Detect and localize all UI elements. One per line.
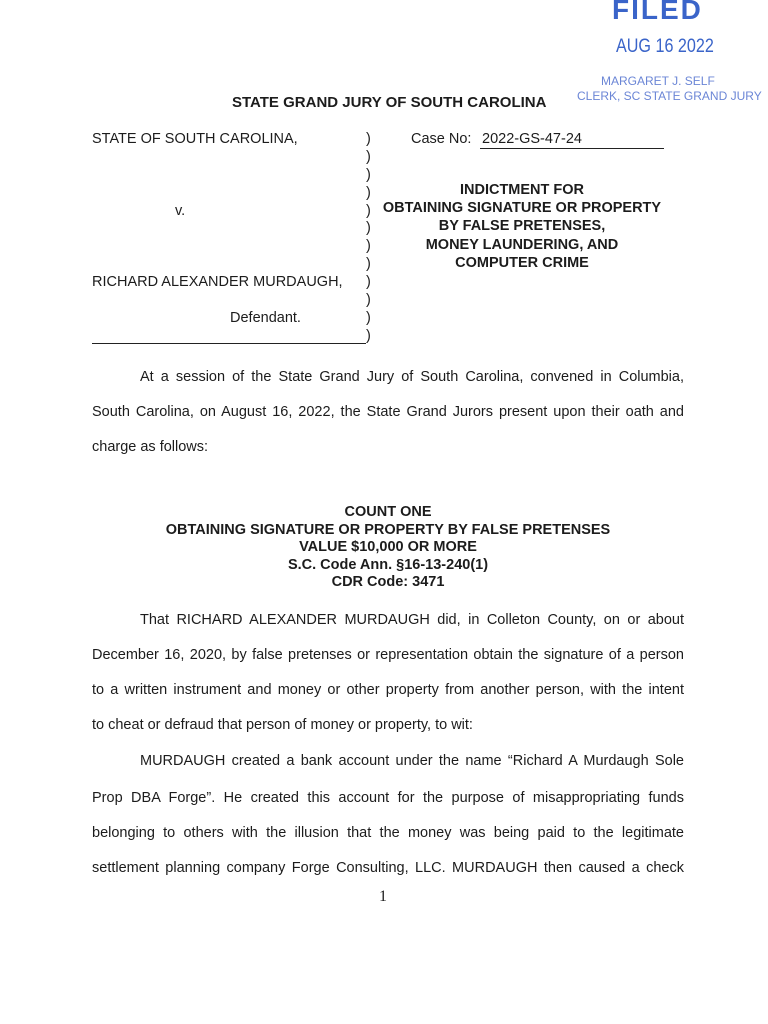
caption-defendant-name: RICHARD ALEXANDER MURDAUGH, [92, 274, 343, 290]
caption-paren: ) [366, 327, 371, 344]
count-heading-line: OBTAINING SIGNATURE OR PROPERTY BY FALSE PRETENSES [165, 521, 611, 538]
count-heading-line: COUNT ONE [344, 504, 432, 520]
filed-stamp-date: AUG 16 2022 [616, 36, 714, 57]
clerk-name: MARGARET J. SELF [601, 74, 715, 88]
court-title: STATE GRAND JURY OF SOUTH CAROLINA [232, 94, 547, 111]
caption-paren: ) [366, 131, 371, 147]
case-number-label: Case No: [411, 131, 472, 147]
indictment-title-line: BY FALSE PRETENSES, [438, 218, 606, 235]
filed-stamp: FILED [612, 0, 703, 25]
case-number-field [480, 131, 664, 149]
count-one-para2-line: Prop DBA Forge”. He created this account for the purpose of misappropriating funds [92, 790, 684, 806]
count-one-para1-line: December 16, 2020, by false pretenses or representation obtain the signature of a person [92, 647, 684, 663]
intro-line: At a session of the State Grand Jury of South Carolina, convened in Columbia, [140, 369, 684, 385]
intro-line: charge as follows: [92, 439, 209, 455]
indictment-title [372, 181, 672, 272]
indictment-title-line: OBTAINING SIGNATURE OR PROPERTY [382, 200, 662, 217]
count-one-para2-line: belonging to others with the illusion that the money was being paid to the legitimate [92, 825, 684, 841]
caption-paren: ) [366, 184, 371, 201]
count-one-para1-line: to a written instrument and money or other property from another person, with the intent [92, 682, 684, 698]
count-one-para1-line: to cheat or defraud that person of money or property, to wit: [92, 717, 473, 733]
indictment-title-line: COMPUTER CRIME [455, 254, 589, 271]
count-one-para2-line: MURDAUGH created a bank account under the name “Richard A Murdaugh Sole [140, 753, 684, 769]
count-one-para2-line: settlement planning company Forge Consulting, LLC. MURDAUGH then caused a check [92, 860, 684, 876]
caption-paren: ) [366, 274, 371, 291]
caption-paren: ) [366, 202, 371, 219]
count-heading-line: CDR Code: 3471 [331, 574, 445, 591]
case-number-value: 2022-GS-47-24 [480, 131, 664, 149]
caption-rule [92, 343, 366, 344]
caption-defendant-label: Defendant. [230, 310, 301, 326]
count-one-para1-line: That RICHARD ALEXANDER MURDAUGH did, in Colleton County, on or about [140, 612, 684, 628]
caption-paren: ) [366, 220, 371, 237]
caption-paren: ) [366, 166, 371, 183]
count-one-heading [92, 504, 684, 592]
indictment-title-line: INDICTMENT FOR [459, 182, 585, 198]
page-number: 1 [379, 888, 387, 905]
indictment-title-line: MONEY LAUNDERING, AND [425, 236, 619, 253]
caption-paren: ) [366, 148, 371, 165]
caption-paren: ) [366, 238, 371, 255]
intro-line: South Carolina, on August 16, 2022, the State Grand Jurors present upon their oath and [92, 404, 684, 420]
caption-paren: ) [366, 256, 371, 273]
caption-parentheses [366, 131, 371, 346]
caption-paren: ) [366, 309, 371, 326]
count-heading-line: S.C. Code Ann. §16-13-240(1) [287, 556, 489, 573]
clerk-title: CLERK, SC STATE GRAND JURY [577, 89, 762, 103]
count-heading-line: VALUE $10,000 OR MORE [299, 539, 477, 556]
caption-plaintiff: STATE OF SOUTH CAROLINA, [92, 131, 298, 147]
caption-versus: v. [175, 203, 186, 219]
caption-paren: ) [366, 292, 371, 309]
